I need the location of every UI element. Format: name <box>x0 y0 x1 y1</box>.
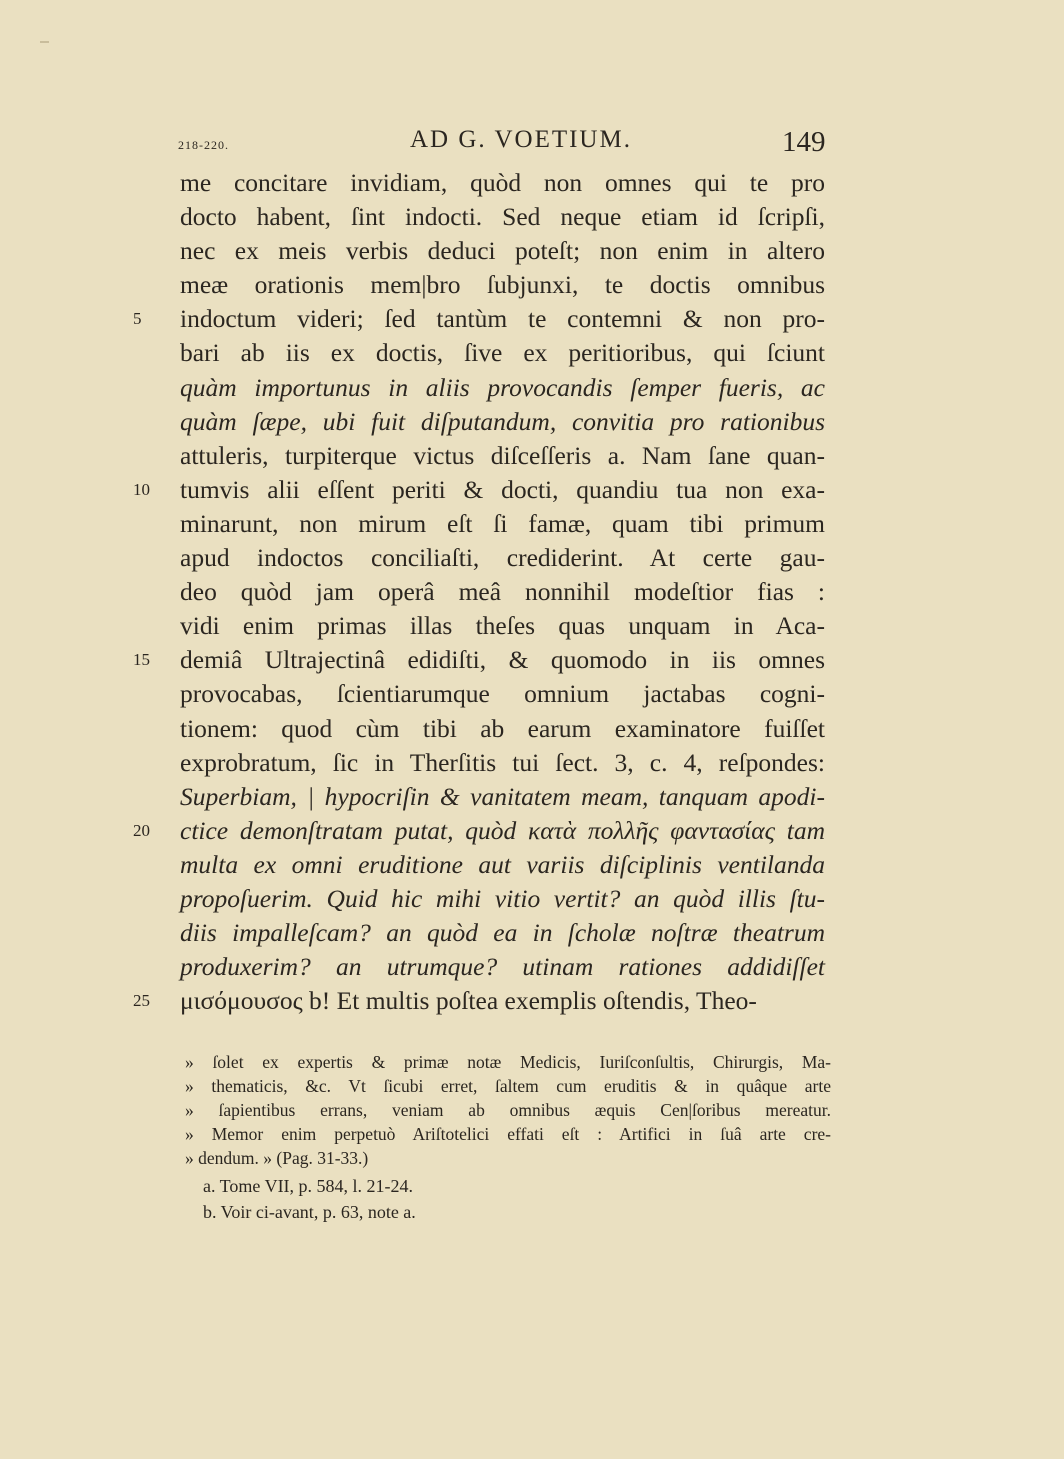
line-number: 20 <box>133 820 150 840</box>
text-line <box>180 371 825 405</box>
line-text: nec ex meis verbis deduci poteſt; non enim in altero <box>180 236 825 266</box>
line-text: μισόμουσος b! Et multis poſtea exemplis oſtendis, Theo- <box>180 986 757 1016</box>
footnote: b. Voir ci-avant, p. 63, note a. <box>203 1202 416 1222</box>
text-line <box>180 677 825 711</box>
text-line <box>180 439 825 473</box>
main-text <box>133 166 825 1018</box>
text-line <box>180 746 825 780</box>
line-text: attuleris, turpiterque victus diſceſſeris a. Nam ſane quan- <box>180 440 825 470</box>
text-line <box>180 234 825 268</box>
text-line <box>133 302 825 336</box>
line-text: ctice demonſtratam putat, quòd κατὰ πολλῆς φαντασίας tam <box>180 815 825 845</box>
scan-mark <box>40 41 49 43</box>
line-text: quàm ſæpe, ubi fuit diſputandum, convitia pro rationibus <box>180 406 825 436</box>
text-line <box>180 575 825 609</box>
line-text: provocabas, ſcientiarumque omnium jactabas cogni- <box>180 679 825 709</box>
line-number: 5 <box>133 309 142 329</box>
text-line <box>180 882 825 916</box>
text-line <box>180 848 825 882</box>
text-line <box>180 268 825 302</box>
text-line <box>180 507 825 541</box>
line-text: me concitare invidiam, quòd non omnes qui te pro <box>180 168 825 197</box>
text-line <box>180 200 825 234</box>
text-line <box>133 643 825 677</box>
header-title: AD G. VOETIUM. <box>410 126 632 153</box>
line-number: 10 <box>133 479 150 499</box>
line-text: meæ orationis mem|bro ſubjunxi, te doctis omnibus <box>180 270 825 300</box>
quoted-note-line: » Memor enim perpetuò Ariſtotelici effati eſt : Artifici in ſuâ arte cre- <box>185 1124 831 1144</box>
quoted-note-line: » dendum. » (Pag. 31-33.) <box>185 1148 369 1168</box>
line-text: tumvis alii eſſent periti & docti, quandiu tua non exa- <box>180 474 825 504</box>
quoted-note-line: » ſapientibus errans, veniam ab omnibus æquis Cen|ſoribus mereatur. <box>185 1100 831 1120</box>
text-line <box>180 916 825 950</box>
line-text: apud indoctos conciliaſti, crediderint. At certe gau- <box>180 543 825 573</box>
text-line <box>180 609 825 643</box>
line-text: bari ab iis ex doctis, ſive ex peritioribus, qui ſciunt <box>180 338 825 368</box>
footnote: a. Tome VII, p. 584, l. 21-24. <box>203 1176 414 1196</box>
line-text: vidi enim primas illas theſes quas unquam in Aca- <box>180 611 825 641</box>
text-line <box>133 814 825 848</box>
running-header <box>0 124 1064 160</box>
line-text: tionem: quod cùm tibi ab earum examinatore fuiſſet <box>180 713 825 743</box>
quoted-note-line: » ſolet ex expertis & primæ notæ Medicis, Iuriſconſultis, Chirurgis, Ma- <box>185 1052 831 1072</box>
footnotes <box>203 1173 416 1225</box>
quoted-note-line: » thematicis, &c. Vt ſicubi erret, ſaltem cum eruditis & in quâque arte <box>185 1076 831 1096</box>
line-text: demiâ Ultrajectinâ edidiſti, & quomodo in iis omnes <box>180 645 825 675</box>
line-text: multa ex omni eruditione aut variis diſciplinis ventilanda <box>180 849 825 879</box>
text-line <box>133 984 825 1018</box>
text-line <box>133 473 825 507</box>
line-number: 15 <box>133 650 150 670</box>
line-text: deo quòd jam operâ meâ nonnihil modeſtior fias : <box>180 577 825 607</box>
text-line <box>180 712 825 746</box>
quoted-notes <box>185 1050 831 1170</box>
line-text: propoſuerim. Quid hic mihi vitio vertit? an quòd illis ſtu- <box>180 883 825 913</box>
text-line <box>180 166 825 200</box>
text-line <box>180 950 825 984</box>
line-text: indoctum videri; ſed tantùm te contemni & non pro- <box>180 304 825 334</box>
line-text: diis impalleſcam? an quòd ea in ſcholæ noſtræ theatrum <box>180 918 825 948</box>
line-text: minarunt, non mirum eſt ſi famæ, quam tibi primum <box>180 508 825 538</box>
line-text: quàm importunus in aliis provocandis ſemper fueris, ac <box>180 372 825 402</box>
line-text: Superbiam, | hypocriſin & vanitatem meam, tanquam apodi- <box>180 781 825 811</box>
line-text: docto habent, ſint indocti. Sed neque etiam id ſcripſi, <box>180 202 825 232</box>
text-line <box>180 780 825 814</box>
header-section-range: 218-220. <box>178 138 229 152</box>
text-line <box>180 336 825 370</box>
line-number: 25 <box>133 991 150 1011</box>
line-text: produxerim? an utrumque? utinam rationes addidiſſet <box>180 952 825 982</box>
text-line <box>180 405 825 439</box>
text-line <box>180 541 825 575</box>
page-number: 149 <box>782 126 826 158</box>
line-text: exprobratum, ſic in Therſitis tui ſect. 3, c. 4, reſpondes: <box>180 747 825 777</box>
